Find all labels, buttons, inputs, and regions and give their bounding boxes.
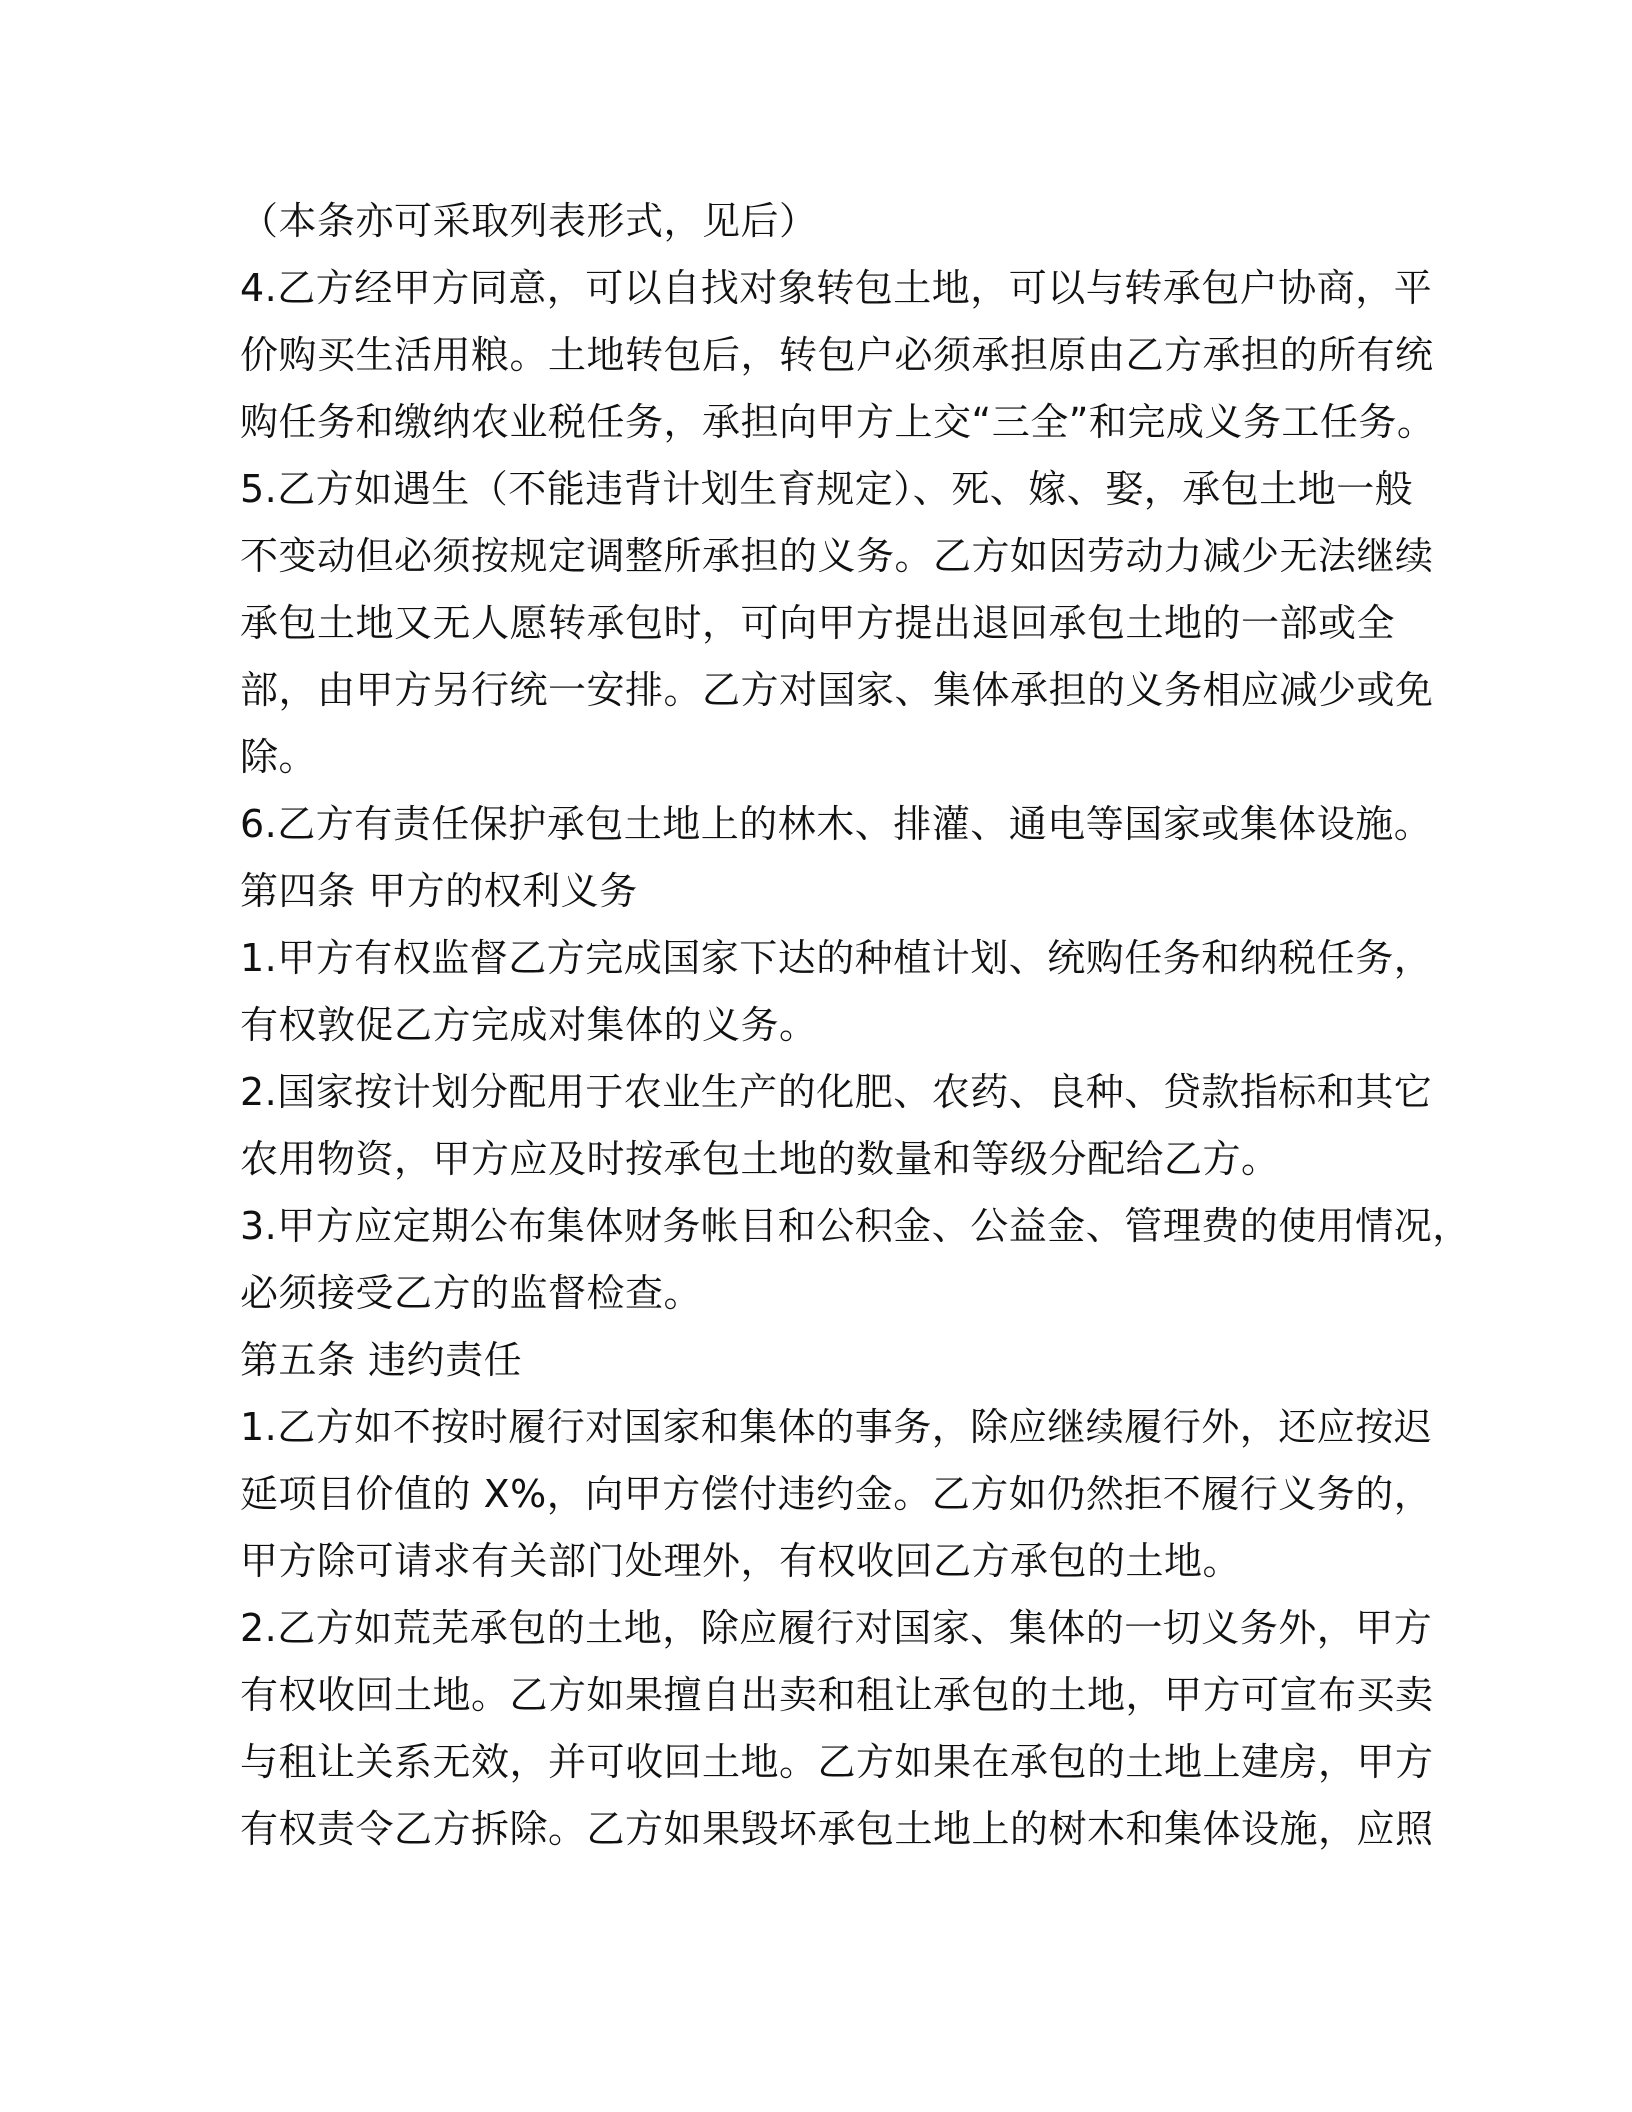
text-line: 2.国家按计划分配用于农业生产的化肥、农药、良种、贷款指标和其它 — [240, 1070, 1433, 1114]
text-line: 1.乙方如不按时履行对国家和集体的事务，除应继续履行外，还应按迟 — [240, 1405, 1433, 1449]
text-line: 6.乙方有责任保护承包土地上的林木、排灌、通电等国家或集体设施。 — [240, 802, 1433, 846]
text-line: 延项目价值的 X%，向甲方偿付违约金。乙方如仍然拒不履行义务的， — [240, 1472, 1433, 1516]
text-line: 3.甲方应定期公布集体财务帐目和公积金、公益金、管理费的使用情况， — [240, 1204, 1471, 1248]
text-line: 部，由甲方另行统一安排。乙方对国家、集体承担的义务相应减少或免 — [240, 668, 1434, 712]
text-line: 农用物资，甲方应及时按承包土地的数量和等级分配给乙方。 — [240, 1137, 1280, 1181]
text-line: 5.乙方如遇生（不能违背计划生育规定）、死、嫁、娶，承包土地一般 — [240, 467, 1414, 511]
section-heading: 第五条 违约责任 — [240, 1338, 523, 1382]
document-body — [240, 188, 1471, 1863]
text-line: 价购买生活用粮。土地转包后，转包户必须承担原由乙方承担的所有统 — [240, 333, 1434, 377]
text-line: 2.乙方如荒芜承包的土地，除应履行对国家、集体的一切义务外，甲方 — [240, 1606, 1433, 1650]
text-line: 不变动但必须按规定调整所承担的义务。乙方如因劳动力减少无法继续 — [240, 534, 1434, 578]
text-line: 甲方除可请求有关部门处理外，有权收回乙方承包的土地。 — [240, 1539, 1242, 1583]
text-line: 1.甲方有权监督乙方完成国家下达的种植计划、统购任务和纳税任务， — [240, 936, 1433, 980]
text-line: 有权敦促乙方完成对集体的义务。 — [240, 1003, 818, 1047]
text-line: 有权责令乙方拆除。乙方如果毁坏承包土地上的树木和集体设施，应照 — [240, 1807, 1434, 1851]
text-line: 有权收回土地。乙方如果擅自出卖和租让承包的土地，甲方可宣布买卖 — [240, 1673, 1434, 1717]
text-line: 承包土地又无人愿转承包时，可向甲方提出退回承包土地的一部或全 — [240, 601, 1396, 645]
text-line: 4.乙方经甲方同意，可以自找对象转包土地，可以与转承包户协商，平 — [240, 266, 1433, 310]
text-line: （本条亦可采取列表形式，见后） — [240, 199, 818, 243]
text-line: 除。 — [240, 735, 318, 779]
text-line: 购任务和缴纳农业税任务，承担向甲方上交“三全”和完成义务工任务。 — [240, 400, 1436, 444]
text-line: 必须接受乙方的监督检查。 — [240, 1271, 703, 1315]
text-line: 与租让关系无效，并可收回土地。乙方如果在承包的土地上建房，甲方 — [240, 1740, 1434, 1784]
section-heading: 第四条 甲方的权利义务 — [240, 869, 638, 913]
